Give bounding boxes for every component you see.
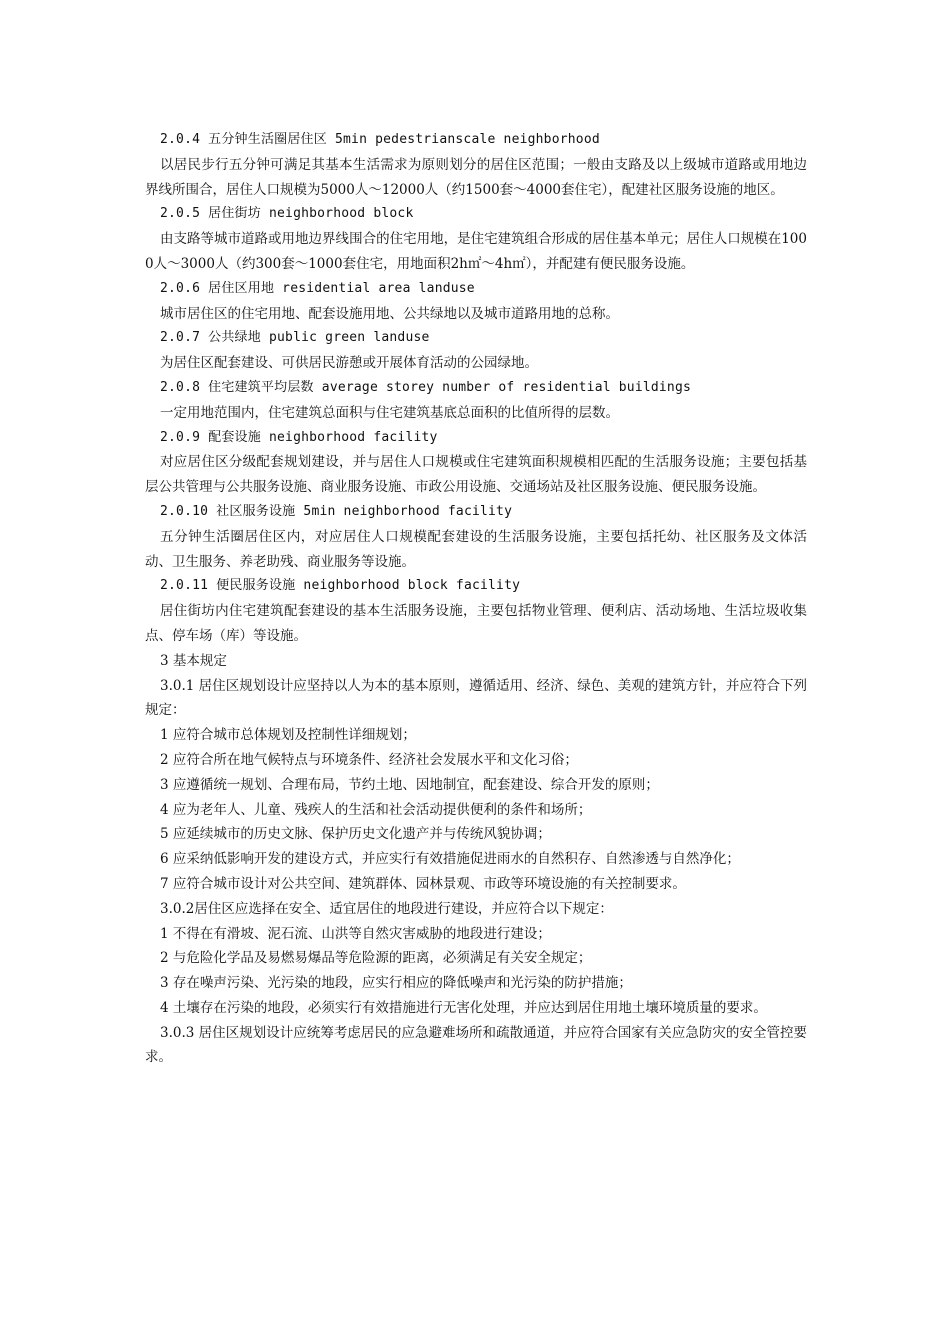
list-item: 7 应符合城市设计对公共空间、建筑群体、园林景观、市政等环境设施的有关控制要求。 [160,875,686,892]
list-item: 3 应遵循统一规划、合理布局，节约土地、因地制宜，配套建设、综合开发的原则； [160,776,659,793]
section-heading-2-0-9: 2.0.9 配套设施 neighborhood facility [160,429,438,445]
definition-paragraph: 以居民步行五分钟可满足其基本生活需求为原则划分的居住区范围；一般由支路及以上级城市道路或用地边界线所围合，居住人口规模为5000人～12000人（约1500套～4000套住宅），配建社区服务设施的地区。 [145,156,807,198]
definition-paragraph: 一定用地范围内，住宅建筑总面积与住宅建筑基底总面积的比值所得的层数。 [160,404,619,421]
list-item: 1 应符合城市总体规划及控制性详细规划； [160,727,416,744]
section-heading-2-0-5: 2.0.5 居住街坊 neighborhood block [160,206,414,222]
list-item: 4 应为老年人、儿童、残疾人的生活和社会活动提供便利的条件和场所； [160,801,592,818]
section-heading-2-0-4: 2.0.4 五分钟生活圈居住区 5min pedestrianscale neighborhood [160,132,600,147]
list-item: 4 土壤存在污染的地段，必须实行有效措施进行无害化处理，并应达到居住用地土壤环境质量的要求。 [160,999,767,1016]
document-page [145,128,807,1070]
list-item: 2 应符合所在地气候特点与环境条件、经济社会发展水平和文化习俗； [160,751,578,768]
chapter-heading-3: 3 基本规定 [160,652,227,669]
list-item: 5 应延续城市的历史文脉、保护历史文化遗产并与传统风貌协调； [160,826,551,843]
section-heading-2-0-6: 2.0.6 居住区用地 residential area landuse [160,280,475,296]
section-heading-2-0-11: 2.0.11 便民服务设施 neighborhood block facility [160,578,521,594]
definition-paragraph: 居住街坊内住宅建筑配套建设的基本生活服务设施，主要包括物业管理、便利店、活动场地、生活垃圾收集点、停车场（库）等设施。 [145,603,807,644]
section-heading-2-0-10: 2.0.10 社区服务设施 5min neighborhood facility [160,503,513,519]
section-heading-2-0-7: 2.0.7 公共绿地 public green landuse [160,330,430,346]
definition-paragraph: 为居住区配套建设、可供居民游憩或开展体育活动的公园绿地。 [160,355,538,372]
definition-paragraph: 城市居住区的住宅用地、配套设施用地、公共绿地以及城市道路用地的总称。 [160,305,619,322]
clause-3-0-1: 3.0.1 居住区规划设计应坚持以人为本的基本原则，遵循适用、经济、绿色、美观的建筑方针，并应符合下列规定： [145,677,807,719]
definition-paragraph: 对应居住区分级配套规划建设，并与居住人口规模或住宅建筑面积规模相匹配的生活服务设施；主要包括基层公共管理与公共服务设施、商业服务设施、市政公用设施、交通场站及社区服务设施、便民服务设施。 [145,454,807,496]
list-item: 6 应采纳低影响开发的建设方式，并应实行有效措施促进雨水的自然积存、自然渗透与自然净化； [160,851,740,868]
section-heading-2-0-8: 2.0.8 住宅建筑平均层数 average storey number of residential buildings [160,379,692,395]
definition-paragraph: 五分钟生活圈居住区内，对应居住人口规模配套建设的生活服务设施，主要包括托幼、社区服务及文体活动、卫生服务、养老助残、商业服务等设施。 [145,528,807,570]
list-item: 2 与危险化学品及易燃易爆品等危险源的距离，必须满足有关安全规定； [160,950,592,967]
list-item: 3 存在噪声污染、光污染的地段，应实行相应的降低噪声和光污染的防护措施； [160,975,632,992]
definition-paragraph: 由支路等城市道路或用地边界线围合的住宅用地，是住宅建筑组合形成的居住基本单元；居住人口规模在1000人～3000人（约300套～1000套住宅，用地面积2h㎡～4h㎡），并配建有便民服务设施。 [145,231,807,272]
clause-3-0-2: 3.0.2居住区应选择在安全、适宜居住的地段进行建设，并应符合以下规定： [160,900,613,917]
list-item: 1 不得在有滑坡、泥石流、山洪等自然灾害威胁的地段进行建设； [160,925,551,942]
clause-3-0-3: 3.0.3 居住区规划设计应统筹考虑居民的应急避难场所和疏散通道，并应符合国家有关应急防灾的安全管控要求。 [145,1024,807,1066]
